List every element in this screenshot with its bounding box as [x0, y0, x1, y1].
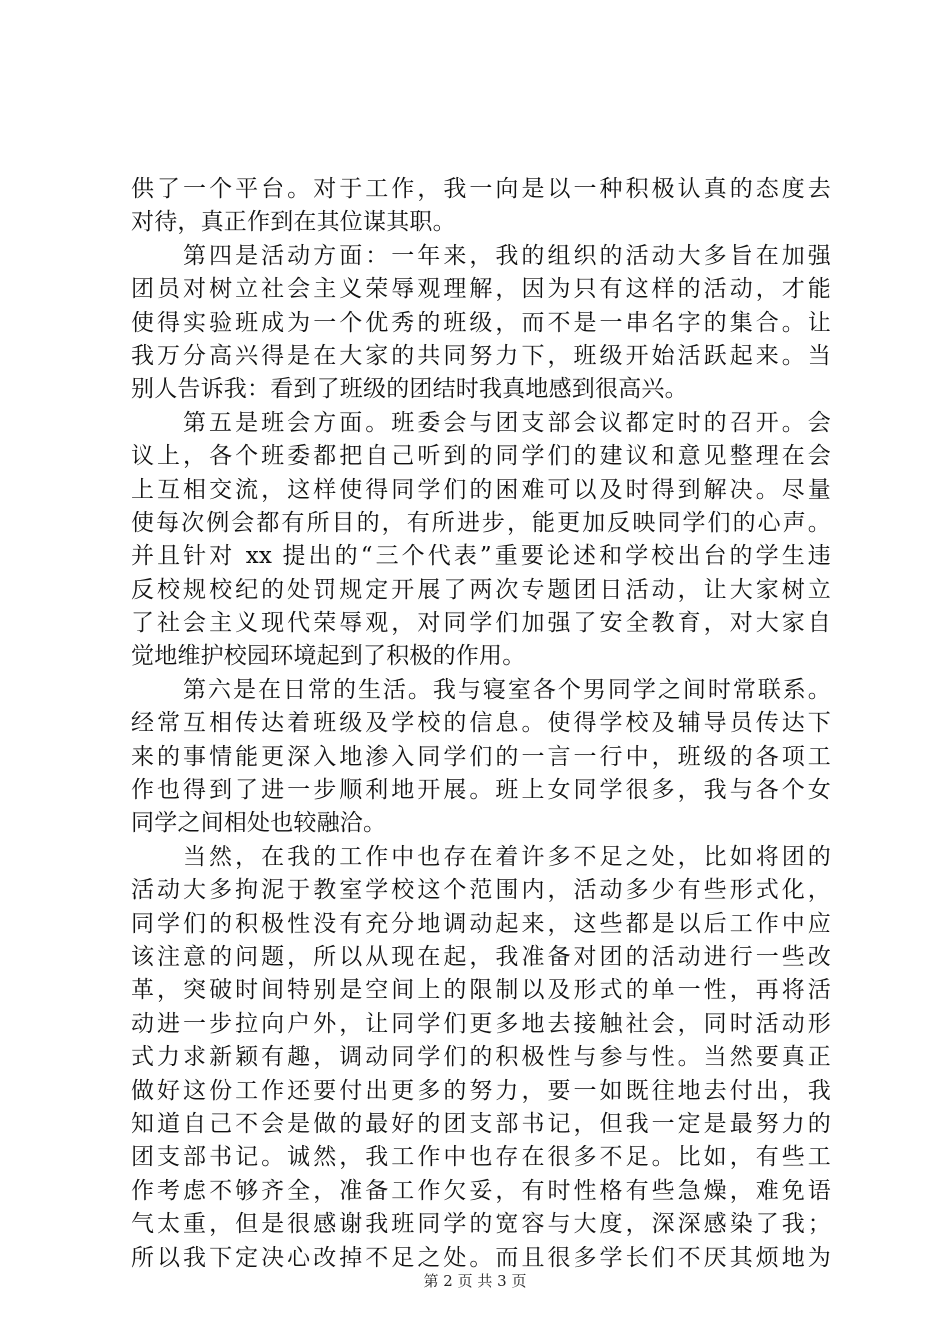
- text-line: 别人告诉我：看到了班级的团结时我真地感到很高兴。: [131, 376, 688, 403]
- text-line: 供了一个平台。对于工作，我一向是以一种积极认真的态度去: [131, 176, 831, 202]
- text-line: 知道自己不会是做的最好的团支部书记，但我一定是最努力的: [131, 1110, 831, 1137]
- body-text: [131, 173, 831, 1275]
- text-line: 作也得到了进一步顺利地开展。班上女同学很多，我与各个女: [131, 777, 831, 804]
- text-line: 经常互相传达着班级及学校的信息。使得学校及辅导员传达下: [131, 710, 831, 737]
- text-line: 了社会主义现代荣辱观，对同学们加强了安全教育，对大家自: [131, 610, 831, 637]
- text-line: 同学们的积极性没有充分地调动起来，这些都是以后工作中应: [131, 910, 831, 937]
- text-line: 活动大多拘泥于教室学校这个范围内，活动多少有些形式化，: [131, 877, 831, 904]
- text-line: 对待，真正作到在其位谋其职。: [131, 209, 456, 236]
- text-line: 反校规校纪的处罚规定开展了两次专题团日活动，让大家树立: [131, 576, 831, 603]
- text-line: 动进一步拉向户外，让同学们更多地去接触社会，同时活动形: [131, 1010, 831, 1037]
- page-footer: 第 2 页 共 3 页: [423, 1272, 527, 1290]
- text-line: 气太重，但是很感谢我班同学的宽容与大度，深深感染了我；: [131, 1211, 831, 1238]
- text-line: 当然，在我的工作中也存在着许多不足之处，比如将团的: [183, 843, 831, 870]
- text-line: 第五是班会方面。班委会与团支部会议都定时的召开。会: [183, 409, 831, 436]
- text-line: 来的事情能更深入地渗入同学们的一言一行中，班级的各项工: [131, 743, 831, 770]
- text-line: 革，突破时间特别是空间上的限制以及形式的单一性，再将活: [131, 977, 831, 1004]
- text-line: 第六是在日常的生活。我与寝室各个男同学之间时常联系。: [183, 676, 831, 703]
- text-line: 团支部书记。诚然，我工作中也存在很多不足。比如，有些工: [131, 1144, 831, 1171]
- text-line: 第四是活动方面：一年来，我的组织的活动大多旨在加强: [183, 242, 831, 269]
- text-line: 同学之间相处也较融洽。: [131, 810, 387, 837]
- text-line: 做好这份工作还要付出更多的努力，要一如既往地去付出，我: [131, 1077, 831, 1104]
- text-line: 使得实验班成为一个优秀的班级，而不是一串名字的集合。让: [131, 309, 831, 336]
- text-line: 所以我下定决心改掉不足之处。而且很多学长们不厌其烦地为: [131, 1244, 831, 1271]
- text-line: 团员对树立社会主义荣辱观理解，因为只有这样的活动，才能: [131, 276, 831, 303]
- text-line: 式力求新颖有趣，调动同学们的积极性与参与性。当然要真正: [131, 1044, 831, 1071]
- text-line: 觉地维护校园环境起到了积极的作用。: [131, 643, 526, 670]
- text-line: 上互相交流，这样使得同学们的困难可以及时得到解决。尽量: [131, 476, 831, 503]
- text-line: 使每次例会都有所目的，有所进步，能更加反映同学们的心声。: [131, 509, 831, 536]
- text-line: 并且针对 xx 提出的“三个代表”重要论述和学校出台的学生违: [131, 543, 831, 570]
- text-line: 我万分高兴得是在大家的共同努力下，班级开始活跃起来。当: [131, 342, 831, 369]
- text-line: 作考虑不够齐全，准备工作欠妥，有时性格有些急燥，难免语: [131, 1177, 831, 1204]
- text-line: 该注意的问题，所以从现在起，我准备对团的活动进行一些改: [131, 943, 831, 970]
- text-line: 议上，各个班委都把自己听到的同学们的建议和意见整理在会: [131, 443, 831, 470]
